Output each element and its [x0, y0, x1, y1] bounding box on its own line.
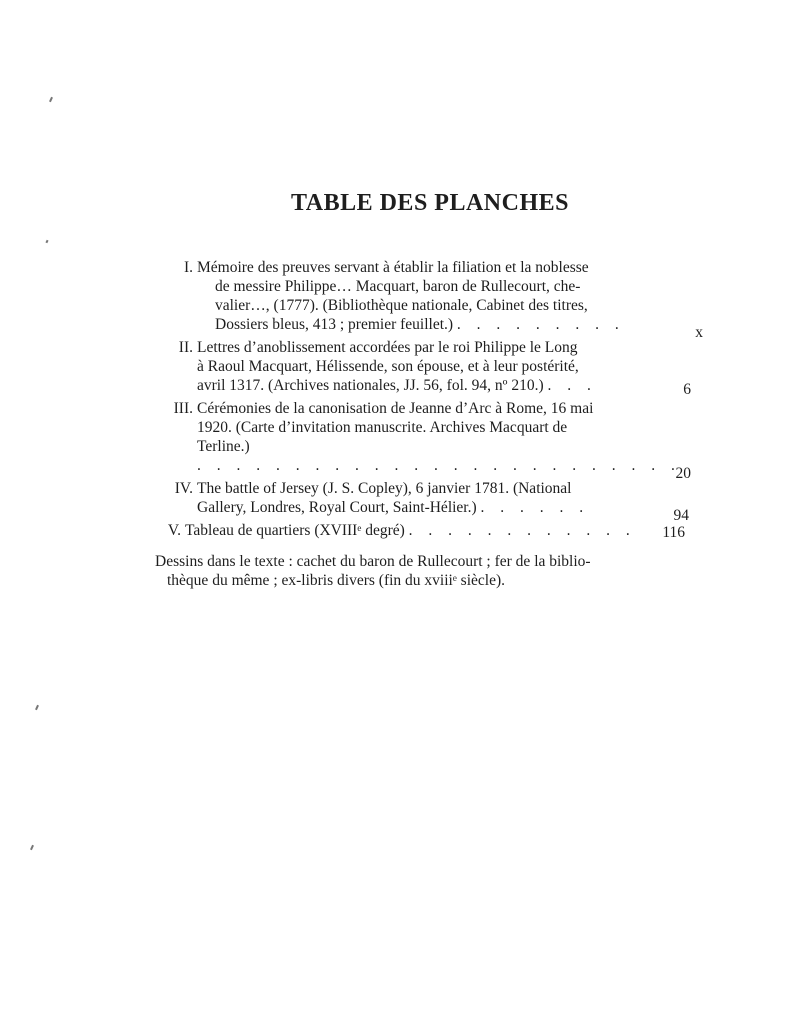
page-title: TABLE DES PLANCHES: [291, 190, 569, 216]
leader-dots: . . . . . . . . . . . .: [408, 522, 636, 539]
entry-line: [185, 521, 695, 540]
entry-number: III.: [173, 400, 193, 417]
entry-number: IV.: [174, 480, 193, 497]
entry-line: Cérémonies de la canonisation de Jeanne d’Arc à Rome, 16 mai: [197, 400, 594, 417]
entry-line: The battle of Jersey (J. S. Copley), 6 janvier 1781. (National: [197, 480, 572, 497]
entry-line-text: Tableau de quartiers (XVIIIᵉ degré): [185, 522, 405, 539]
leader-dots: . . . . . . . . .: [456, 316, 625, 333]
entry-line: 1920. (Carte d’invitation manuscrite. Archives Macquart de: [197, 419, 568, 436]
scan-speck: [45, 240, 48, 244]
entry-line: Terline.): [197, 438, 250, 455]
entry-line: [197, 498, 695, 517]
list-item: [155, 479, 695, 524]
entry-page-number: 94: [673, 507, 689, 524]
plates-list: [155, 258, 703, 544]
entry-line: valier…, (1777). (Bibliothèque nationale, Cabinet des titres,: [215, 297, 588, 314]
note-line: Dessins dans le texte : cachet du baron de Rullecourt ; fer de la biblio-: [155, 553, 591, 570]
text-drawings-note: [155, 552, 695, 590]
list-item: [155, 521, 695, 540]
entry-number: II.: [178, 339, 193, 356]
entry-line-text: Gallery, Londres, Royal Court, Saint-Hélier.): [197, 499, 477, 516]
entry-line: Mémoire des preuves servant à établir la filiation et la noblesse: [197, 259, 589, 276]
entry-line: Lettres d’anoblissement accordées par le roi Philippe le Long: [197, 339, 578, 356]
entry-page-number: 20: [675, 465, 691, 482]
entry-line: à Raoul Macquart, Hélissende, son épouse, et à leur postérité,: [197, 358, 579, 375]
scan-speck: [35, 705, 39, 710]
entry-line: [197, 376, 695, 395]
leader-dots: . . . . . . . . . . . . . . . . . . . . . . . . .: [197, 457, 681, 474]
list-item: [155, 258, 703, 341]
leader-dots: . . .: [547, 377, 597, 394]
entry-line: [197, 456, 695, 475]
entry-line-text: Dossiers bleus, 413 ; premier feuillet.): [215, 316, 454, 333]
entry-number: V.: [167, 522, 181, 539]
entry-line: [197, 315, 695, 334]
scan-speck: [30, 845, 34, 850]
entry-number: I.: [183, 259, 193, 276]
scan-speck: [49, 97, 53, 102]
entry-page-number: 116: [662, 524, 685, 541]
entry-page-number: 6: [683, 381, 691, 398]
note-line: thèque du même ; ex-libris divers (fin du xviiiᵉ siècle).: [167, 572, 505, 589]
entry-line: de messire Philippe… Macquart, baron de Rullecourt, che-: [215, 278, 581, 295]
entry-page-number: x: [695, 324, 703, 341]
entry-line-text: avril 1317. (Archives nationales, JJ. 56, fol. 94, nº 210.): [197, 377, 544, 394]
list-item: [155, 399, 695, 482]
list-item: [155, 338, 695, 398]
leader-dots: . . . . . .: [480, 499, 590, 516]
